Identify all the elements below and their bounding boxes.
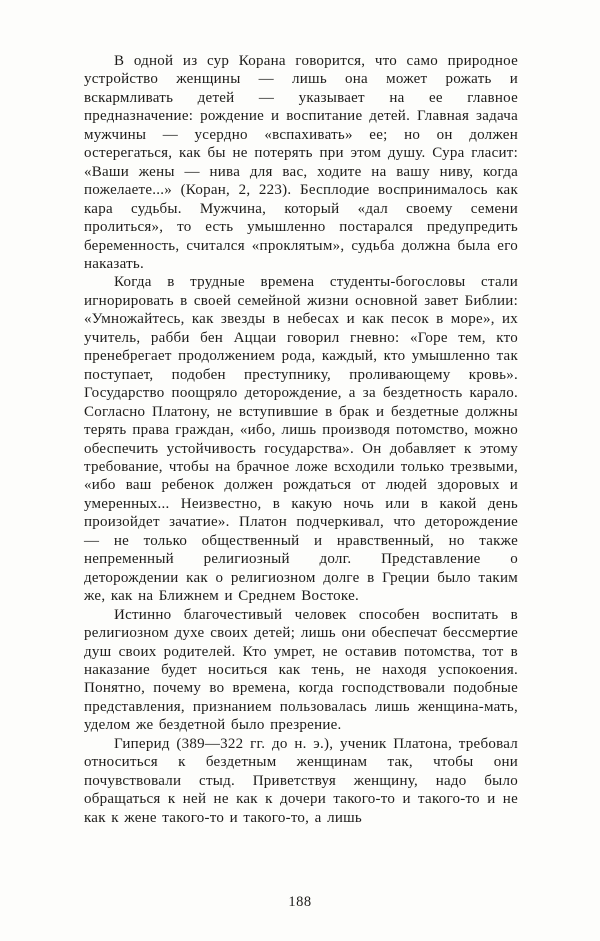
paragraph: Гиперид (389—322 гг. до н. э.), ученик Платона, требовал относиться к бездетным женщинам так, чтобы они почувствовали стыд. Приветствуя женщину, надо было обращаться к ней не как к дочери такого-то и такого-то и не как к жене такого-то и такого-то, а лишь — [84, 735, 518, 826]
paragraph: Истинно благочестивый человек способен воспитать в религиозном духе своих детей; лишь они обеспечат бессмертие душ своих родителей. Кто умрет, не оставив потомства, тот в наказание будет носиться как тень, не находя успокоения. Понятно, почему во времена, когда господствовали подобные представления, признанием пользовалась лишь женщина-мать, уделом же бездетной было презрение. — [84, 606, 518, 734]
paragraph: Когда в трудные времена студенты-богословы стали игнорировать в своей семейной жизни основной завет Библии: «Умножайтесь, как звезды в небесах и как песок в море», их учитель, рабби бен Аццаи говорил гневно: «Горе тем, кто пренебрегает продолжением рода, каждый, кто умышленно так поступает, подобен преступнику, проливающему кровь». Государство поощряло деторождение, а за бездетность карало. Согласно Платону, не вступившие в брак и бездетные должны терять права граждан, «ибо, лишь производя потомство, можно обеспечить устойчивость государства». Он добавляет к этому требование, чтобы на брачное ложе всходили только трезвыми, «ибо ваш ребенок должен рождаться от людей здоровых и умеренных... Неизвестно, в какую ночь или в какой день произойдет зачатие». Платон подчеркивал, что деторождение — не только общественный и нравственный, но также непременный религиозный долг. Представление о деторождении как о религиозном долге в Греции было таким же, как на Ближнем и Среднем Востоке. — [84, 274, 518, 605]
text-block — [84, 52, 518, 827]
paragraph: В одной из сур Корана говорится, что само природное устройство женщины — лишь она может рожать и вскармливать детей — указывает на ее главное предназначение: рождение и воспитание детей. Главная задача мужчины — усердно «вспахивать» ее; но он должен остерегаться, как бы не потерять при этом душу. Сура гласит: «Ваши жены — нива для вас, ходите на вашу ниву, когда пожелаете...» (Коран, 2, 223). Бесплодие воспринималось как кара судьбы. Мужчина, который «дал своему семени пролиться», то есть умышленно постарался предупредить беременность, считался «проклятым», судьба должна была его наказать. — [84, 53, 518, 272]
page-number: 188 — [288, 894, 312, 910]
